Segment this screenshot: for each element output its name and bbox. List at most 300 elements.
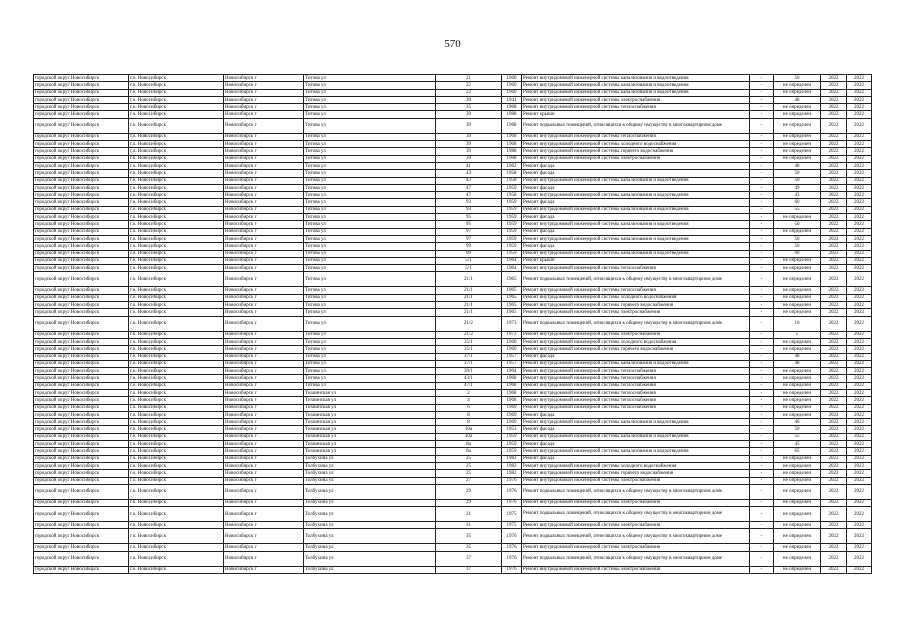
cell-street: Титова ул <box>304 118 436 133</box>
cell-street: Титова ул <box>304 346 436 353</box>
cell-dash: - <box>750 441 774 448</box>
cell-start-year: 2022 <box>821 529 847 544</box>
cell-start-year: 2022 <box>821 462 847 469</box>
cell-municipality: городской округ Новосибирск <box>34 470 129 477</box>
cell-street: Титова ул <box>304 214 436 221</box>
table-row <box>34 353 872 360</box>
cell-build-year: 1975 <box>502 522 522 529</box>
cell-end-year: 2022 <box>847 411 872 418</box>
cell-city: Новосибирск г <box>224 566 304 573</box>
cell-street: Тихвинская ул <box>304 397 436 404</box>
cell-work-type: Ремонт внутридомовой инженерной системы теплоснабжения <box>522 389 750 396</box>
cell-municipality: городской округ Новосибирск <box>34 448 129 455</box>
cell-settlement: г.о. Новосибирск <box>129 544 224 551</box>
cell-city: Новосибирск г <box>224 338 304 345</box>
cell-settlement: г.о. Новосибирск <box>129 235 224 242</box>
cell-municipality: городской округ Новосибирск <box>34 170 129 177</box>
cell-city: Новосибирск г <box>224 82 304 89</box>
table-row <box>34 419 872 426</box>
table-row <box>34 89 872 96</box>
cell-house-number: 6 <box>436 404 502 411</box>
cell-build-year: 1976 <box>502 499 522 506</box>
cell-house-number: 39 <box>436 118 502 133</box>
cell-work-type: Ремонт внутридомовой инженерной системы канализования и водоотведения <box>522 360 750 367</box>
cell-settlement: г.о. Новосибирск <box>129 470 224 477</box>
cell-work-type: Ремонт подвальных помещений, относящихся к общему имуществу в многоквартирном доме <box>522 507 750 522</box>
cell-start-year: 2022 <box>821 243 847 250</box>
cell-city: Новосибирск г <box>224 382 304 389</box>
cell-house-number: 21/1 <box>436 294 502 301</box>
cell-settlement: г.о. Новосибирск <box>129 375 224 382</box>
cell-dash: - <box>750 316 774 331</box>
cell-build-year: 1965 <box>502 272 522 287</box>
cell-start-year: 2022 <box>821 287 847 294</box>
cell-city: Новосибирск г <box>224 199 304 206</box>
cell-build-year: 1959 <box>502 199 522 206</box>
cell-amount: не определен <box>774 302 821 309</box>
cell-build-year: 1976 <box>502 551 522 566</box>
cell-build-year: 1969 <box>502 419 522 426</box>
cell-municipality: городской округ Новосибирск <box>34 192 129 199</box>
cell-work-type: Ремонт внутридомовой инженерной системы теплоснабжения <box>522 265 750 272</box>
cell-house-number: 93 <box>436 199 502 206</box>
cell-street: Тихвинская ул <box>304 433 436 440</box>
table-row <box>34 294 872 301</box>
cell-start-year: 2022 <box>821 141 847 148</box>
cell-house-number: 25 <box>436 462 502 469</box>
cell-city: Новосибирск г <box>224 360 304 367</box>
cell-build-year: 1960 <box>502 346 522 353</box>
cell-build-year: 1953 <box>502 426 522 433</box>
cell-dash: - <box>750 177 774 184</box>
cell-end-year: 2022 <box>847 544 872 551</box>
cell-settlement: г.о. Новосибирск <box>129 448 224 455</box>
cell-amount: не определен <box>774 272 821 287</box>
cell-street: Титова ул <box>304 177 436 184</box>
cell-work-type: Ремонт внутридомовой инженерной системы электроснабжения <box>522 155 750 162</box>
cell-build-year: 1968 <box>502 141 522 148</box>
cell-dash: - <box>750 133 774 140</box>
cell-settlement: г.о. Новосибирск <box>129 243 224 250</box>
cell-street: Титова ул <box>304 257 436 264</box>
cell-dash: - <box>750 96 774 103</box>
cell-start-year: 2022 <box>821 133 847 140</box>
cell-work-type: Ремонт фасада <box>522 199 750 206</box>
cell-end-year: 2022 <box>847 75 872 82</box>
cell-build-year: 1964 <box>502 265 522 272</box>
cell-build-year: 1982 <box>502 470 522 477</box>
cell-start-year: 2022 <box>821 104 847 111</box>
cell-end-year: 2022 <box>847 214 872 221</box>
cell-settlement: г.о. Новосибирск <box>129 331 224 338</box>
cell-end-year: 2022 <box>847 177 872 184</box>
cell-build-year: 1988 <box>502 111 522 118</box>
cell-municipality: городской округ Новосибирск <box>34 243 129 250</box>
cell-work-type: Ремонт внутридомовой инженерной системы канализования и водоотведения <box>522 235 750 242</box>
cell-street: Титова ул <box>304 141 436 148</box>
cell-dash: - <box>750 75 774 82</box>
cell-municipality: городской округ Новосибирск <box>34 462 129 469</box>
cell-amount: 48 <box>774 162 821 169</box>
cell-municipality: городской округ Новосибирск <box>34 389 129 396</box>
table-row <box>34 404 872 411</box>
cell-work-type: Ремонт фасада <box>522 411 750 418</box>
cell-end-year: 2022 <box>847 441 872 448</box>
cell-amount: 43 <box>774 192 821 199</box>
cell-work-type: Ремонт фасада <box>522 441 750 448</box>
cell-amount: 50 <box>774 170 821 177</box>
cell-build-year: 1959 <box>502 228 522 235</box>
cell-street: Толбухина ул <box>304 462 436 469</box>
cell-municipality: городской округ Новосибирск <box>34 309 129 316</box>
cell-street: Толбухина ул <box>304 551 436 566</box>
cell-city: Новосибирск г <box>224 353 304 360</box>
cell-municipality: городской округ Новосибирск <box>34 206 129 213</box>
cell-municipality: городской округ Новосибирск <box>34 360 129 367</box>
cell-settlement: г.о. Новосибирск <box>129 192 224 199</box>
cell-end-year: 2022 <box>847 272 872 287</box>
cell-street: Тихвинская ул <box>304 411 436 418</box>
cell-end-year: 2022 <box>847 522 872 529</box>
cell-dash: - <box>750 426 774 433</box>
cell-work-type: Ремонт внутридомовой инженерной системы холодного водоснабжения <box>522 338 750 345</box>
cell-build-year: 1976 <box>502 477 522 484</box>
cell-amount: не определен <box>774 82 821 89</box>
cell-street: Титова ул <box>304 82 436 89</box>
cell-end-year: 2022 <box>847 346 872 353</box>
cell-city: Новосибирск г <box>224 397 304 404</box>
cell-amount: не определен <box>774 404 821 411</box>
cell-street: Титова ул <box>304 287 436 294</box>
cell-street: Толбухина ул <box>304 544 436 551</box>
cell-build-year: 1964 <box>502 257 522 264</box>
cell-dash: - <box>750 448 774 455</box>
cell-house-number: 95 <box>436 221 502 228</box>
cell-street: Титова ул <box>304 331 436 338</box>
cell-city: Новосибирск г <box>224 184 304 191</box>
cell-start-year: 2022 <box>821 206 847 213</box>
cell-amount: 50 <box>774 221 821 228</box>
cell-municipality: городской округ Новосибирск <box>34 566 129 573</box>
cell-municipality: городской округ Новосибирск <box>34 544 129 551</box>
cell-work-type: Ремонт внутридомовой инженерной системы канализования и водоотведения <box>522 75 750 82</box>
cell-house-number: 99 <box>436 243 502 250</box>
cell-start-year: 2022 <box>821 272 847 287</box>
table-row <box>34 302 872 309</box>
cell-end-year: 2022 <box>847 316 872 331</box>
cell-dash: - <box>750 170 774 177</box>
cell-municipality: городской округ Новосибирск <box>34 551 129 566</box>
cell-start-year: 2022 <box>821 221 847 228</box>
cell-city: Новосибирск г <box>224 499 304 506</box>
cell-build-year: 1982 <box>502 462 522 469</box>
cell-build-year: 1960 <box>502 75 522 82</box>
cell-amount: 55 <box>774 206 821 213</box>
cell-settlement: г.о. Новосибирск <box>129 338 224 345</box>
cell-end-year: 2022 <box>847 96 872 103</box>
cell-amount: не определен <box>774 346 821 353</box>
cell-house-number: 21/2 <box>436 331 502 338</box>
cell-start-year: 2022 <box>821 484 847 499</box>
cell-dash: - <box>750 566 774 573</box>
table-row <box>34 462 872 469</box>
cell-start-year: 2022 <box>821 148 847 155</box>
cell-city: Новосибирск г <box>224 331 304 338</box>
cell-build-year: 1976 <box>502 566 522 573</box>
cell-municipality: городской округ Новосибирск <box>34 155 129 162</box>
cell-start-year: 2022 <box>821 331 847 338</box>
cell-city: Новосибирск г <box>224 544 304 551</box>
cell-dash: - <box>750 309 774 316</box>
cell-build-year: 1982 <box>502 455 522 462</box>
table-row <box>34 257 872 264</box>
cell-city: Новосибирск г <box>224 170 304 177</box>
cell-settlement: г.о. Новосибирск <box>129 155 224 162</box>
cell-dash: - <box>750 389 774 396</box>
cell-work-type: Ремонт внутридомовой инженерной системы электроснабжения <box>522 96 750 103</box>
table-row <box>34 104 872 111</box>
cell-street: Толбухина ул <box>304 455 436 462</box>
cell-settlement: г.о. Новосибирск <box>129 199 224 206</box>
cell-dash: - <box>750 89 774 96</box>
cell-amount: не определен <box>774 228 821 235</box>
cell-start-year: 2022 <box>821 522 847 529</box>
cell-start-year: 2022 <box>821 82 847 89</box>
cell-end-year: 2022 <box>847 82 872 89</box>
cell-dash: - <box>750 484 774 499</box>
cell-work-type: Ремонт фасада <box>522 228 750 235</box>
table-row <box>34 544 872 551</box>
cell-municipality: городской округ Новосибирск <box>34 199 129 206</box>
cell-build-year: 1958 <box>502 177 522 184</box>
cell-work-type: Ремонт внутридомовой инженерной системы канализования и водоотведения <box>522 221 750 228</box>
cell-end-year: 2022 <box>847 228 872 235</box>
cell-settlement: г.о. Новосибирск <box>129 75 224 82</box>
cell-work-type: Ремонт внутридомовой инженерной системы канализования и водоотведения <box>522 82 750 89</box>
cell-build-year: 1962 <box>502 162 522 169</box>
cell-build-year: 1969 <box>502 404 522 411</box>
cell-build-year: 1976 <box>502 484 522 499</box>
cell-end-year: 2022 <box>847 353 872 360</box>
cell-start-year: 2022 <box>821 184 847 191</box>
cell-end-year: 2022 <box>847 287 872 294</box>
cell-dash: - <box>750 522 774 529</box>
cell-municipality: городской округ Новосибирск <box>34 433 129 440</box>
cell-city: Новосибирск г <box>224 389 304 396</box>
cell-amount: не определен <box>774 368 821 375</box>
cell-start-year: 2022 <box>821 389 847 396</box>
cell-settlement: г.о. Новосибирск <box>129 309 224 316</box>
cell-city: Новосибирск г <box>224 522 304 529</box>
cell-end-year: 2022 <box>847 111 872 118</box>
cell-amount: 50 <box>774 235 821 242</box>
cell-start-year: 2022 <box>821 470 847 477</box>
cell-amount: 50 <box>774 75 821 82</box>
cell-settlement: г.о. Новосибирск <box>129 111 224 118</box>
cell-dash: - <box>750 235 774 242</box>
table-row <box>34 199 872 206</box>
cell-start-year: 2022 <box>821 411 847 418</box>
cell-street: Титова ул <box>304 162 436 169</box>
cell-end-year: 2022 <box>847 235 872 242</box>
cell-amount: 60 <box>774 199 821 206</box>
cell-house-number: 35/1 <box>436 346 502 353</box>
cell-work-type: Ремонт внутридомовой инженерной системы канализования и водоотведения <box>522 192 750 199</box>
cell-street: Толбухина ул <box>304 566 436 573</box>
cell-settlement: г.о. Новосибирск <box>129 433 224 440</box>
cell-start-year: 2022 <box>821 228 847 235</box>
cell-street: Толбухина ул <box>304 477 436 484</box>
cell-dash: - <box>750 250 774 257</box>
cell-street: Титова ул <box>304 206 436 213</box>
cell-municipality: городской округ Новосибирск <box>34 455 129 462</box>
cell-municipality: городской округ Новосибирск <box>34 118 129 133</box>
cell-municipality: городской округ Новосибирск <box>34 397 129 404</box>
cell-amount: не определен <box>774 265 821 272</box>
cell-house-number: 21/1 <box>436 302 502 309</box>
cell-dash: - <box>750 411 774 418</box>
cell-house-number: 8а <box>436 448 502 455</box>
cell-street: Титова ул <box>304 96 436 103</box>
cell-dash: - <box>750 148 774 155</box>
cell-work-type: Ремонт крыши <box>522 257 750 264</box>
cell-dash: - <box>750 433 774 440</box>
cell-municipality: городской округ Новосибирск <box>34 111 129 118</box>
cell-work-type: Ремонт внутридомовой инженерной системы электроснабжения <box>522 331 750 338</box>
cell-end-year: 2022 <box>847 148 872 155</box>
cell-dash: - <box>750 214 774 221</box>
cell-build-year: 1965 <box>502 287 522 294</box>
cell-work-type: Ремонт внутридомовой инженерной системы холодного водоснабжения <box>522 294 750 301</box>
cell-settlement: г.о. Новосибирск <box>129 177 224 184</box>
cell-dash: - <box>750 499 774 506</box>
cell-house-number: 31 <box>436 522 502 529</box>
cell-end-year: 2022 <box>847 170 872 177</box>
cell-end-year: 2022 <box>847 302 872 309</box>
table-row <box>34 455 872 462</box>
cell-house-number: 22 <box>436 89 502 96</box>
cell-build-year: 1968 <box>502 133 522 140</box>
cell-city: Новосибирск г <box>224 287 304 294</box>
table-row <box>34 118 872 133</box>
cell-end-year: 2022 <box>847 382 872 389</box>
cell-house-number: 8а <box>436 441 502 448</box>
cell-city: Новосибирск г <box>224 272 304 287</box>
cell-dash: - <box>750 338 774 345</box>
cell-municipality: городской округ Новосибирск <box>34 484 129 499</box>
cell-end-year: 2022 <box>847 221 872 228</box>
cell-settlement: г.о. Новосибирск <box>129 89 224 96</box>
table-row <box>34 499 872 506</box>
cell-build-year: 1959 <box>502 441 522 448</box>
cell-city: Новосибирск г <box>224 441 304 448</box>
cell-amount: не определен <box>774 499 821 506</box>
table-row <box>34 272 872 287</box>
cell-house-number: 37 <box>436 566 502 573</box>
cell-municipality: городской округ Новосибирск <box>34 228 129 235</box>
cell-municipality: городской округ Новосибирск <box>34 141 129 148</box>
cell-end-year: 2022 <box>847 368 872 375</box>
cell-end-year: 2022 <box>847 448 872 455</box>
cell-city: Новосибирск г <box>224 155 304 162</box>
cell-amount: 10 <box>774 316 821 331</box>
cell-city: Новосибирск г <box>224 118 304 133</box>
table-row <box>34 221 872 228</box>
cell-city: Новосибирск г <box>224 404 304 411</box>
cell-amount: не определен <box>774 382 821 389</box>
cell-street: Титова ул <box>304 338 436 345</box>
cell-amount: не определен <box>774 455 821 462</box>
cell-dash: - <box>750 265 774 272</box>
cell-city: Новосибирск г <box>224 433 304 440</box>
cell-work-type: Ремонт внутридомовой инженерной системы теплоснабжения <box>522 397 750 404</box>
cell-street: Титова ул <box>304 199 436 206</box>
cell-municipality: городской округ Новосибирск <box>34 214 129 221</box>
cell-end-year: 2022 <box>847 206 872 213</box>
cell-start-year: 2022 <box>821 419 847 426</box>
cell-house-number: 21/2 <box>436 316 502 331</box>
cell-end-year: 2022 <box>847 331 872 338</box>
cell-city: Новосибирск г <box>224 141 304 148</box>
cell-work-type: Ремонт внутридомовой инженерной системы канализования и водоотведения <box>522 177 750 184</box>
cell-dash: - <box>750 544 774 551</box>
cell-street: Толбухина ул <box>304 522 436 529</box>
capital-repair-table <box>33 74 872 574</box>
page-number: 570 <box>444 38 461 50</box>
cell-settlement: г.о. Новосибирск <box>129 133 224 140</box>
cell-settlement: г.о. Новосибирск <box>129 141 224 148</box>
cell-start-year: 2022 <box>821 316 847 331</box>
cell-start-year: 2022 <box>821 162 847 169</box>
cell-house-number: 21/1 <box>436 309 502 316</box>
cell-work-type: Ремонт внутридомовой инженерной системы канализования и водоотведения <box>522 250 750 257</box>
cell-house-number: 37/1 <box>436 353 502 360</box>
cell-house-number: 35 <box>436 104 502 111</box>
cell-dash: - <box>750 346 774 353</box>
cell-street: Титова ул <box>304 353 436 360</box>
cell-settlement: г.о. Новосибирск <box>129 302 224 309</box>
cell-settlement: г.о. Новосибирск <box>129 118 224 133</box>
table-row <box>34 141 872 148</box>
cell-work-type: Ремонт фасада <box>522 353 750 360</box>
cell-dash: - <box>750 104 774 111</box>
cell-end-year: 2022 <box>847 419 872 426</box>
cell-street: Толбухина ул <box>304 499 436 506</box>
cell-house-number: 93 <box>436 206 502 213</box>
cell-amount: 48 <box>774 360 821 367</box>
cell-street: Титова ул <box>304 375 436 382</box>
cell-city: Новосибирск г <box>224 111 304 118</box>
cell-work-type: Ремонт подвальных помещений, относящихся к общему имуществу в многоквартирном доме <box>522 272 750 287</box>
cell-house-number: 29 <box>436 484 502 499</box>
cell-end-year: 2022 <box>847 375 872 382</box>
cell-dash: - <box>750 257 774 264</box>
cell-house-number: 25 <box>436 470 502 477</box>
cell-settlement: г.о. Новосибирск <box>129 529 224 544</box>
cell-municipality: городской округ Новосибирск <box>34 529 129 544</box>
cell-settlement: г.о. Новосибирск <box>129 346 224 353</box>
cell-city: Новосибирск г <box>224 448 304 455</box>
cell-build-year: 1959 <box>502 448 522 455</box>
table-row <box>34 155 872 162</box>
table-row <box>34 250 872 257</box>
cell-work-type: Ремонт внутридомовой инженерной системы электроснабжения <box>522 566 750 573</box>
cell-city: Новосибирск г <box>224 192 304 199</box>
cell-start-year: 2022 <box>821 455 847 462</box>
cell-end-year: 2022 <box>847 294 872 301</box>
cell-build-year: 1957 <box>502 360 522 367</box>
cell-municipality: городской округ Новосибирск <box>34 316 129 331</box>
